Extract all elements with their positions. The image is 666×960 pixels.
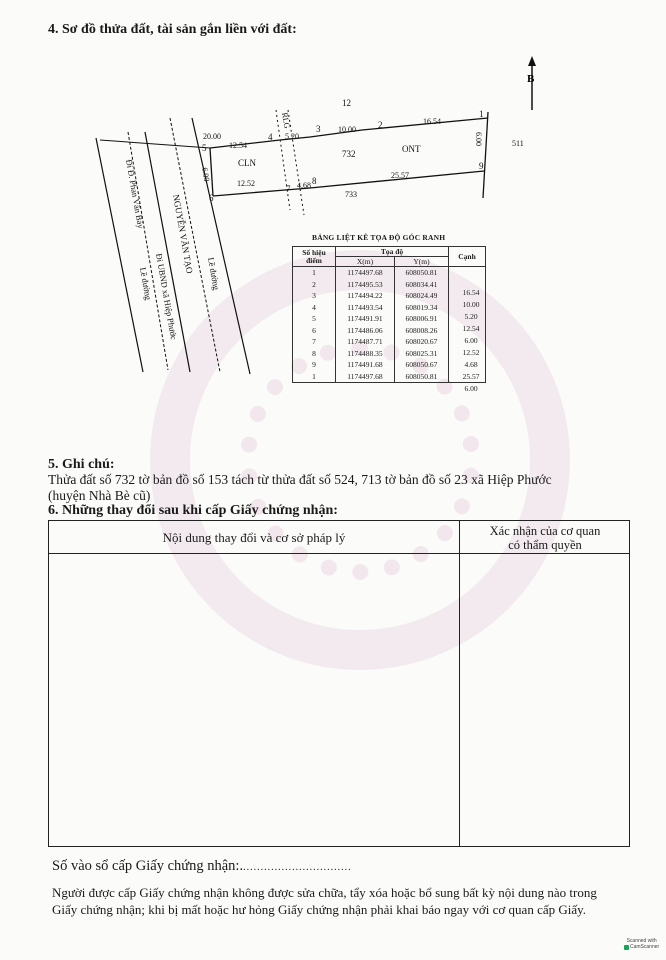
vertex-5: 5 — [202, 143, 207, 153]
registry-dots: ............................... — [243, 862, 352, 873]
note-line-2: (huyện Nhà Bè cũ) — [48, 488, 151, 503]
dim-10-00: 10.00 — [338, 125, 356, 134]
coord-edge-value: 6.00 — [464, 336, 478, 345]
coord-cell-x: 1174486.06 — [336, 325, 395, 337]
north-label: B — [527, 73, 535, 85]
coord-cell-x: 1174491.91 — [336, 313, 395, 325]
coord-header-coord: Tọa độ — [336, 247, 449, 257]
dim-25-57: 25.57 — [391, 171, 409, 180]
coord-header-y: Y(m) — [394, 257, 448, 267]
dim-16-54: 16.54 — [423, 117, 441, 126]
road-label-ubnd-hiep-phuoc: Đi UBND xã Hiệp Phước — [154, 252, 180, 341]
road-line-5 — [192, 118, 250, 374]
coord-cell-y: 608024.49 — [394, 290, 448, 302]
parcel-732-label: 732 — [342, 149, 356, 159]
parcel-12-label: 12 — [342, 98, 351, 108]
coord-cell-x: 1174487.71 — [336, 336, 395, 348]
changes-table-divider — [459, 521, 460, 846]
coord-cell-point: 2 — [293, 279, 336, 291]
coord-cell-point: 6 — [293, 325, 336, 337]
note-line-1: Thửa đất số 732 tờ bản đồ số 153 tách từ thửa đất số 524, 713 tờ bản đồ số 23 xã Hiệp Phước — [48, 472, 552, 487]
dim-6-00-left: 6.00 — [200, 166, 212, 183]
footer-note-1: Người được cấp Giấy chứng nhận không được sửa chữa, tẩy xóa hoặc bổ sung bất kỳ nội dung nào trong — [52, 885, 597, 900]
parcel-511-label: 511 — [512, 139, 524, 148]
dim-20-00: 20.00 — [203, 132, 221, 141]
road-label-nguyen-van-tao: NGUYỄN VĂN TẠO — [171, 193, 195, 275]
coord-cell-x: 1174493.54 — [336, 302, 395, 314]
vertex-8: 8 — [312, 176, 317, 186]
coord-cell-y: 608050.81 — [394, 371, 448, 383]
coord-cell-x: 1174488.35 — [336, 348, 395, 360]
camscanner-icon — [624, 945, 629, 950]
section-5-title: 5. Ghi chú: — [48, 457, 115, 472]
camscanner-line-2: CamScanner — [630, 944, 660, 950]
dim-12-52: 12.52 — [237, 179, 255, 188]
dim-12-54: 12.54 — [229, 141, 247, 150]
north-arrow-head — [528, 56, 536, 66]
coord-header-edge: Cạnh — [449, 247, 486, 267]
coord-cell-edge — [449, 267, 486, 279]
camscanner-badge — [624, 938, 659, 950]
coord-row — [293, 267, 486, 279]
coord-cell-x: 1174494.22 — [336, 290, 395, 302]
coord-cell-y: 608008.26 — [394, 325, 448, 337]
rlg-label: RLG — [280, 111, 292, 130]
coord-cell-y: 608050.81 — [394, 267, 448, 279]
changes-table — [48, 520, 630, 847]
coord-cell-y: 608006.91 — [394, 313, 448, 325]
coord-cell-x: 1174491.68 — [336, 359, 395, 371]
coord-header-point: Số hiệu điểm — [293, 247, 336, 267]
coord-edge-value: 5.20 — [464, 312, 478, 321]
coord-edge-lengths — [456, 287, 486, 395]
dim-6-00-right: 6.00 — [474, 132, 483, 146]
coord-cell-y: 608025.31 — [394, 348, 448, 360]
coord-cell-point: 3 — [293, 290, 336, 302]
changes-col-content: Nội dung thay đổi và cơ sở pháp lý — [162, 530, 346, 545]
coord-edge-value: 16.54 — [462, 288, 480, 297]
coord-cell-x: 1174497.68 — [336, 267, 395, 279]
registry-label: Số vào sổ cấp Giấy chứng nhận:. — [52, 858, 244, 874]
coord-cell-point: 8 — [293, 348, 336, 360]
coord-cell-point: 9 — [293, 359, 336, 371]
vertex-2: 2 — [378, 120, 383, 130]
coord-edge-value: 4.68 — [464, 360, 478, 369]
coord-cell-y: 608020.67 — [394, 336, 448, 348]
changes-col-confirmation — [460, 524, 630, 552]
coord-edge-value: 25.57 — [462, 372, 480, 381]
section-4-title: 4. Sơ đồ thửa đất, tài sản gắn liền với đất: — [48, 22, 297, 37]
coord-cell-point: 5 — [293, 313, 336, 325]
right-boundary — [483, 112, 488, 198]
vertex-3: 3 — [316, 124, 321, 134]
road-label-le-duong-left: Lề đường — [138, 266, 154, 301]
coord-cell-point: 1 — [293, 267, 336, 279]
section-6-title: 6. Những thay đổi sau khi cấp Giấy chứng nhận: — [48, 503, 338, 518]
coord-edge-value: 10.00 — [462, 300, 480, 309]
coord-cell-point: 4 — [293, 302, 336, 314]
road-label-le-duong-right: Lề đường — [206, 256, 222, 291]
coord-cell-y: 608019.34 — [394, 302, 448, 314]
coord-cell-y: 608050.67 — [394, 359, 448, 371]
dim-4-68: 4.68 — [297, 181, 311, 190]
coord-header-x: X(m) — [336, 257, 395, 267]
changes-col-confirmation-l2: có thẩm quyền — [508, 538, 582, 552]
coord-edge-value: 12.54 — [462, 324, 480, 333]
camscanner-line-1: Scanned with — [626, 938, 657, 944]
changes-col-confirmation-l1: Xác nhận của cơ quan — [489, 524, 601, 538]
registry-number — [52, 858, 352, 875]
road-label-phan-van-bay: Đi Đ. Phan Văn Bảy — [124, 158, 147, 230]
coord-edge-value: 6.00 — [464, 384, 478, 393]
coord-cell-point: 7 — [293, 336, 336, 348]
dim-5-20: 5.20 — [285, 132, 299, 141]
footer-note-2: Giấy chứng nhận; khi bị mất hoặc hư hỏng Giấy chứng nhận phải khai báo ngay với cơ quan cấp Giấy. — [52, 902, 587, 917]
vertex-1: 1 — [479, 109, 484, 119]
coord-edge-value: 12.52 — [462, 348, 480, 357]
parcel-733-label: 733 — [345, 190, 357, 199]
frontage-top — [100, 140, 210, 148]
vertex-7: 7 — [286, 184, 291, 194]
coord-cell-x: 1174497.68 — [336, 371, 395, 383]
coord-cell-x: 1174495.53 — [336, 279, 395, 291]
vertex-6: 6 — [209, 193, 214, 203]
coord-table-title: BẢNG LIỆT KÊ TỌA ĐỘ GÓC RANH — [312, 233, 446, 242]
vertex-4: 4 — [268, 132, 273, 142]
coord-cell-y: 608034.41 — [394, 279, 448, 291]
land-type-cln: CLN — [238, 158, 256, 168]
coord-cell-point: 1 — [293, 371, 336, 383]
vertex-9: 9 — [479, 161, 484, 171]
land-type-ont: ONT — [402, 144, 421, 154]
